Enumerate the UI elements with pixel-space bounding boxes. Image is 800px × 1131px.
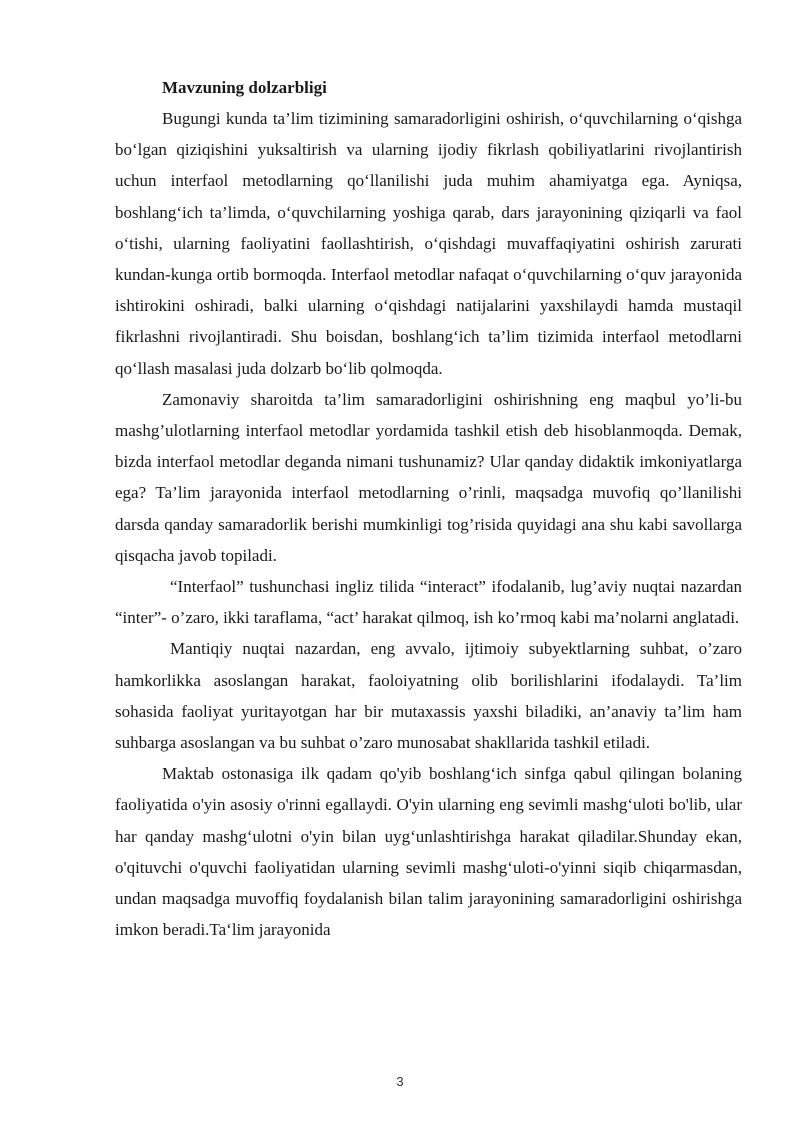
paragraph-relevance: Bugungi kunda ta’lim tizimining samaradorligini oshirish, o‘quvchilarning o‘qishga bo‘lgan qiziqishini yuksaltirish va ularning ijodiy fikrlash qobiliyatlarini rivojlantirish uchun interfaol metodlarning qo‘llanilishi juda muhim ahamiyatga ega. Ayniqsa, boshlang‘ich ta’limda, o‘quvchilarning yoshiga qarab, dars jarayonining qiziqarli va faol o‘tishi, ularning faoliyatini faollashtirish, o‘qishdagi muvaffaqiyatini oshirish zarurati kundan-kunga ortib bormoqda. Interfaol metodlar nafaqat o‘quvchilarning o‘quv jarayonida ishtirokini oshiradi, balki ularning o‘qishdagi natijalarini yaxshilaydi hamda mustaqil fikrlashni rivojlantiradi. Shu boisdan, boshlang‘ich ta’lim tizimida interfaol metodlarni qo‘llash masalasi juda dolzarb bo‘lib qolmoqda. — [115, 109, 742, 378]
paragraph-school-play: Maktab ostonasiga ilk qadam qo'yib boshlang‘ich sinfga qabul qilingan bolaning faoliyatida o'yin asosiy o'rinni egallaydi. O'yin ularning eng sevimli mashg‘uloti bo'lib, ular har qanday mashg‘ulotni o'yin bilan uyg‘unlashtirishga harakat qiladilar.Shunday ekan, o'qituvchi o'quvchi faoliyatidan ularning sevimli mashg‘uloti-o'yinni siqib chiqarmasdan, undan maqsadga muvoffiq foydalanish bilan talim jarayonining samaradorligini oshirishga imkon beradi.Ta‘lim jarayonida — [115, 764, 742, 940]
paragraph-interfaol-definition: “Interfaol” tushunchasi ingliz tilida “interact” ifodalanib, lug’aviy nuqtai nazardan “inter”- o’zaro, ikki taraflama, “act’ harakat qilmoq, ish ko’rmoq kabi ma’nolarni anglatadi. — [115, 577, 742, 628]
page-number: 3 — [396, 1074, 404, 1089]
section-heading: Mavzuning dolzarbligi — [162, 78, 327, 97]
paragraph-modern-conditions: Zamonaviy sharoitda ta’lim samaradorligini oshirishning eng maqbul yo’li-bu mashg’ulotlarning interfaol metodlar yordamida tashkil etish deb hisoblanmoqda. Demak, bizda interfaol metodlar deganda nimani tushunamiz? Ular qanday didaktik imkoniyatlarga ega? Ta’lim jarayonida interfaol metodlarning o’rinli, maqsadga muvofiq qo’llanilishi darsda qanday samaradorlik berishi mumkinligi tog’risida quyidagi ana shu kabi savollarga qisqacha javob topiladi. — [115, 389, 742, 565]
paragraph-logical-view: Mantiqiy nuqtai nazardan, eng avvalo, ijtimoiy subyektlarning suhbat, o’zaro hamkorlikka asoslangan harakat, faoloiyatning olib borilishlarini ifodalaydi. Ta’lim sohasida faoliyat yuritayotgan har bir mutaxassis yaxshi biladiki, an’anaviy ta’lim ham suhbarga asoslangan va bu suhbat o’zaro munosabat shakllarida tashkil etiladi. — [115, 639, 742, 753]
document-page — [115, 72, 742, 945]
